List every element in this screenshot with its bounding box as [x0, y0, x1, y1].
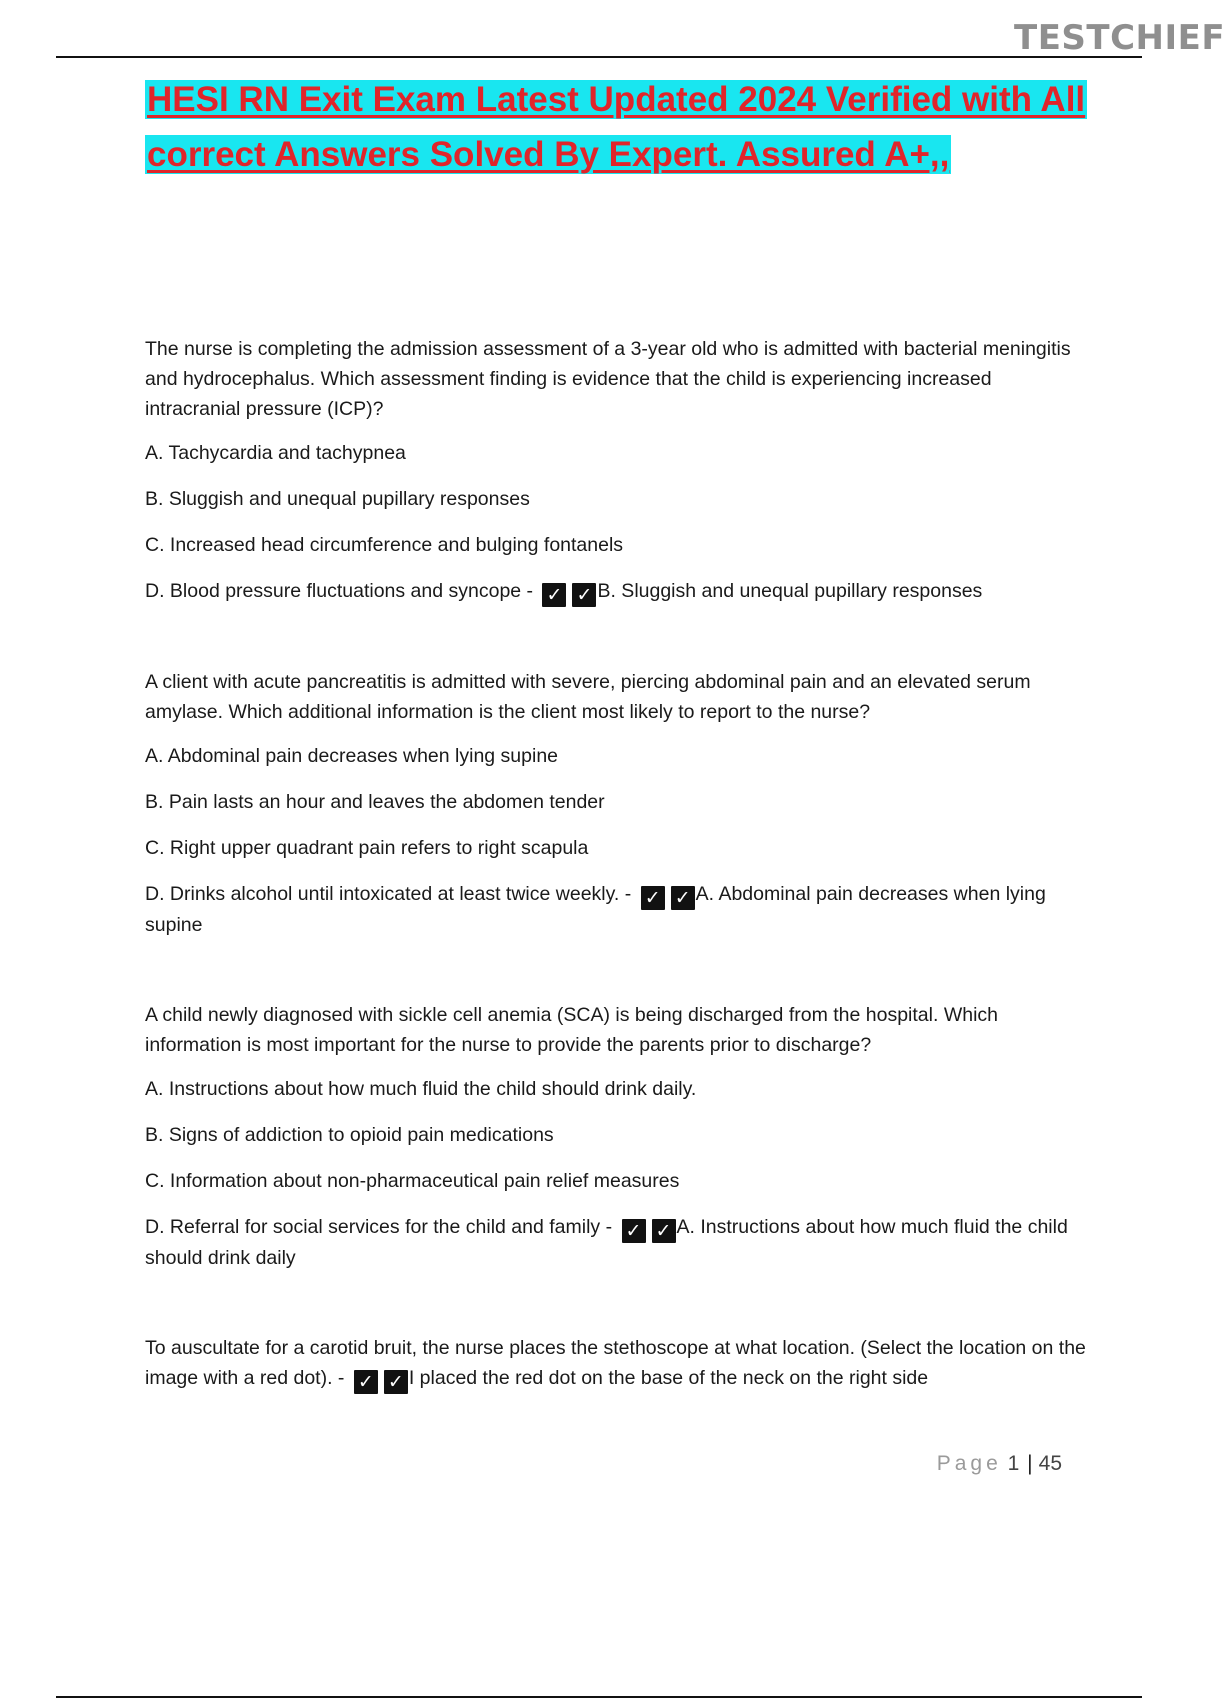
- page-separator: |: [1027, 1452, 1033, 1475]
- option-d-with-answer: [145, 879, 1090, 940]
- question-3: [145, 1000, 1090, 1273]
- option-b: B. Pain lasts an hour and leaves the abdomen tender: [145, 791, 605, 813]
- question-1: [145, 334, 1090, 607]
- option-b: B. Sluggish and unequal pupillary responses: [145, 488, 530, 510]
- page-number: [900, 1452, 1062, 1476]
- correct-answer: A. Instructions about how much fluid the child should drink daily: [145, 1216, 1068, 1269]
- check-mark-icon: ✓: [384, 1370, 408, 1394]
- title-text: HESI RN Exit Exam Latest Updated 2024 Verified with All correct Answers Solved By Expert. Assured A+,,: [147, 80, 1086, 174]
- option-a: A. Instructions about how much fluid the child should drink daily.: [145, 1078, 697, 1100]
- option-d: D. Drinks alcohol until intoxicated at least twice weekly. -: [145, 883, 637, 905]
- header-rule: [56, 56, 1142, 58]
- question-list: [145, 334, 1090, 1408]
- page-current: 1: [1007, 1452, 1020, 1475]
- option-d-with-answer: [145, 1212, 1090, 1273]
- page-label: Page: [936, 1452, 1002, 1475]
- correct-answer: A. Abdominal pain decreases when lying supine: [145, 883, 1046, 936]
- option-d-with-answer: [145, 576, 1090, 607]
- check-mark-icon: ✓: [652, 1219, 676, 1243]
- option-c: C. Increased head circumference and bulging fontanels: [145, 534, 624, 556]
- correct-answer: I placed the red dot on the base of the neck on the right side: [408, 1367, 929, 1389]
- check-mark-icon: ✓: [542, 583, 566, 607]
- correct-answer: B. Sluggish and unequal pupillary responses: [597, 580, 983, 602]
- page-total: 45: [1038, 1452, 1062, 1475]
- option-d: D. Referral for social services for the child and family -: [145, 1216, 618, 1238]
- check-mark-icon: ✓: [671, 886, 695, 910]
- question-stem: To auscultate for a carotid bruit, the nurse places the stethoscope at what location. (Select the location on the image with a red dot). -: [145, 1337, 1086, 1389]
- check-mark-icon: ✓: [641, 886, 665, 910]
- document-title: [145, 72, 1105, 182]
- option-a: A. Abdominal pain decreases when lying supine: [145, 745, 559, 767]
- option-c: C. Information about non-pharmaceutical pain relief measures: [145, 1170, 680, 1192]
- option-b: B. Signs of addiction to opioid pain medications: [145, 1124, 554, 1146]
- option-a: A. Tachycardia and tachypnea: [145, 442, 406, 464]
- check-mark-icon: ✓: [622, 1219, 646, 1243]
- footer-rule: [56, 1696, 1142, 1698]
- option-d: D. Blood pressure fluctuations and syncope -: [145, 580, 539, 602]
- question-2: [145, 667, 1090, 940]
- check-mark-icon: ✓: [572, 583, 596, 607]
- check-mark-icon: ✓: [354, 1370, 378, 1394]
- option-c: C. Right upper quadrant pain refers to right scapula: [145, 837, 589, 859]
- question-stem: A child newly diagnosed with sickle cell anemia (SCA) is being discharged from the hospital. Which information is most important for the nurse to provide the parents prior to discharge?: [145, 1004, 998, 1056]
- question-stem: The nurse is completing the admission assessment of a 3-year old who is admitted with bacterial meningitis and hydrocephalus. Which assessment finding is evidence that the child is experiencing increased intracranial pressure (ICP)?: [145, 338, 1071, 420]
- watermark: TESTCHIEF: [1014, 18, 1225, 58]
- question-stem-with-answer: [145, 1333, 1090, 1394]
- question-stem: A client with acute pancreatitis is admitted with severe, piercing abdominal pain and an elevated serum amylase. Which additional information is the client most likely to report to the nurse?: [145, 671, 1031, 723]
- question-4: [145, 1333, 1090, 1394]
